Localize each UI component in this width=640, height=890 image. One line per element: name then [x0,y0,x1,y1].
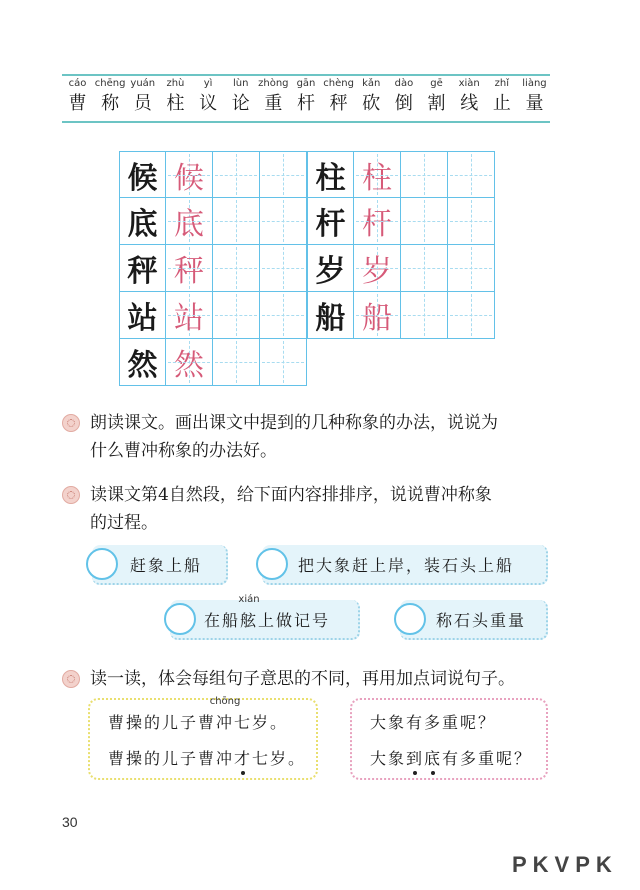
vocab-item [193,78,224,116]
vocab-pinyin: chèng [323,78,354,89]
vocab-character: 重 [264,93,283,114]
practice-cell[interactable] [260,339,307,386]
model-character: 站 [127,301,158,336]
grid-row [119,292,495,339]
practice-cell[interactable] [354,292,401,339]
vocab-top-rule [62,74,550,76]
order-blank-circle[interactable] [394,603,426,635]
practice-cell[interactable] [166,198,213,245]
trace-character: 秤 [174,254,204,289]
character-cell [119,198,166,245]
practice-cell[interactable] [166,339,213,386]
practice-cell[interactable] [401,292,448,339]
practice-cell[interactable] [166,151,213,198]
vocab-bottom-rule [62,121,550,123]
vocab-pinyin: gē [430,78,443,89]
sentence-left-line-1: 曹操的儿子曹 chōng 冲七岁。 [108,696,289,732]
practice-cell[interactable] [213,198,260,245]
vocab-item [454,78,485,116]
vocab-item [323,78,354,116]
pinyin-annotated-char: xián 舷 [238,594,260,630]
order-item-2-label: 把大象赶上岸，装石头上船 [298,556,515,575]
order-item-2 [262,545,548,585]
practice-cell[interactable] [354,151,401,198]
vocab-character: 割 [427,93,446,114]
vocab-item [519,78,550,116]
vocab-character: 倒 [394,93,413,114]
vocab-pinyin: kǎn [362,78,381,89]
order-item-3-label: 在船 xián 舷上做记号 [204,594,331,630]
practice-cell[interactable] [448,151,495,198]
vocab-item [486,78,517,116]
practice-cell[interactable] [260,245,307,292]
practice-cell[interactable] [166,245,213,292]
vocabulary-list [62,78,550,116]
practice-cell[interactable] [448,245,495,292]
page-number: 30 [62,814,78,830]
watermark-logo: PKVPK [512,852,618,877]
vocab-item [290,78,321,116]
character-cell [119,292,166,339]
order-item-4-label: 称石头重量 [436,611,527,630]
character-cell [119,151,166,198]
pinyin-annotated-char: chōng 冲 [209,696,241,732]
practice-cell[interactable] [401,151,448,198]
vocab-item [225,78,256,116]
practice-cell[interactable] [448,292,495,339]
exercise-bullet-icon [62,486,80,504]
vocab-character: 曹 [68,93,87,114]
exercise-bullet-icon [62,414,80,432]
character-cell [307,245,354,292]
model-character: 柱 [315,160,346,196]
vocab-character: 论 [231,93,250,114]
sentence-left-line-2: 曹操的儿子曹冲才七岁。 [108,746,306,769]
trace-character: 候 [174,160,204,196]
exercise-1-line-2: 什么曹冲称象的办法好。 [90,441,277,461]
vocab-item [160,78,191,116]
grid-row [119,339,307,386]
order-blank-circle[interactable] [164,603,196,635]
vocab-item [258,78,289,116]
vocab-pinyin: xiàn [458,78,480,89]
order-item-4 [400,600,548,640]
vocab-character: 议 [199,93,218,114]
grid-row [119,151,495,198]
vocab-pinyin: cáo [68,78,87,89]
vocab-pinyin: zhǐ [494,78,510,89]
practice-cell[interactable] [448,198,495,245]
vocab-character: 员 [133,93,152,114]
grid-row [119,245,495,292]
vocab-pinyin: yì [203,78,213,89]
vocab-character: 杆 [296,93,315,114]
practice-cell[interactable] [213,151,260,198]
practice-cell[interactable] [401,245,448,292]
model-character: 秤 [127,254,158,289]
sentence-right-line-1: 大象有多重呢？ [370,713,497,732]
trace-character: 船 [362,301,392,336]
vocab-character: 线 [460,93,479,114]
vocab-pinyin: liàng [522,78,547,89]
vocab-pinyin: zhòng [258,78,289,89]
order-blank-circle[interactable] [256,548,288,580]
vocab-character: 止 [492,93,511,114]
practice-cell[interactable] [213,339,260,386]
vocab-pinyin: dào [394,78,414,89]
practice-cell[interactable] [260,198,307,245]
vocab-item [62,78,93,116]
vocab-item [95,78,126,116]
trace-character: 岁 [362,254,392,289]
vocab-pinyin: zhù [166,78,185,89]
exercise-3-text: 读一读，体会每组句子意思的不同，再用加点词说句子。 [90,669,515,689]
model-character: 岁 [315,254,346,289]
character-cell [119,245,166,292]
exercise-bullet-icon [62,670,80,688]
model-character: 船 [315,301,346,336]
vocab-pinyin: lùn [232,78,249,89]
sentence-right-line-2: 大象到底有多重呢？ [370,746,532,769]
model-character: 底 [127,207,158,242]
character-cell [307,151,354,198]
practice-cell[interactable] [260,292,307,339]
model-character: 然 [127,348,158,383]
practice-cell[interactable] [354,198,401,245]
practice-cell[interactable] [260,151,307,198]
trace-character: 底 [174,207,204,242]
vocab-item [421,78,452,116]
practice-cell[interactable] [213,245,260,292]
trace-character: 杆 [362,207,392,242]
order-item-1-label: 赶象上船 [130,556,203,575]
trace-character: 站 [174,301,204,336]
character-cell [307,292,354,339]
grid-row [119,198,495,245]
vocab-character: 称 [101,93,120,114]
model-character: 杆 [315,207,346,242]
vocab-pinyin: yuán [130,78,156,89]
vocab-pinyin: chēng [94,78,126,89]
vocab-character: 柱 [166,93,185,114]
character-cell [307,198,354,245]
dotted-emphasis-char: 底 [424,746,442,769]
vocab-item [356,78,387,116]
vocab-character: 量 [525,93,544,114]
exercise-2-line-1: 读课文第4自然段，给下面内容排排序，说说曹冲称象 [90,485,492,505]
exercise-1-line-1: 朗读课文。画出课文中提到的几种称象的办法，说说为 [90,413,498,433]
order-item-3 [170,594,360,640]
practice-cell[interactable] [354,245,401,292]
vocab-character: 秤 [329,93,348,114]
practice-cell[interactable] [166,292,213,339]
vocab-item [127,78,158,116]
character-cell [119,339,166,386]
order-item-1 [92,545,228,585]
vocab-pinyin: gān [296,78,316,89]
model-character: 候 [127,160,158,196]
exercise-2-line-2: 的过程。 [90,513,158,533]
trace-character: 柱 [362,160,392,196]
dotted-emphasis-char: 才 [234,746,252,769]
order-blank-circle[interactable] [86,548,118,580]
trace-character: 然 [174,348,204,383]
practice-cell[interactable] [213,292,260,339]
practice-cell[interactable] [401,198,448,245]
vocab-character: 砍 [362,93,381,114]
dotted-emphasis-char: 到 [406,746,424,769]
vocab-item [388,78,419,116]
